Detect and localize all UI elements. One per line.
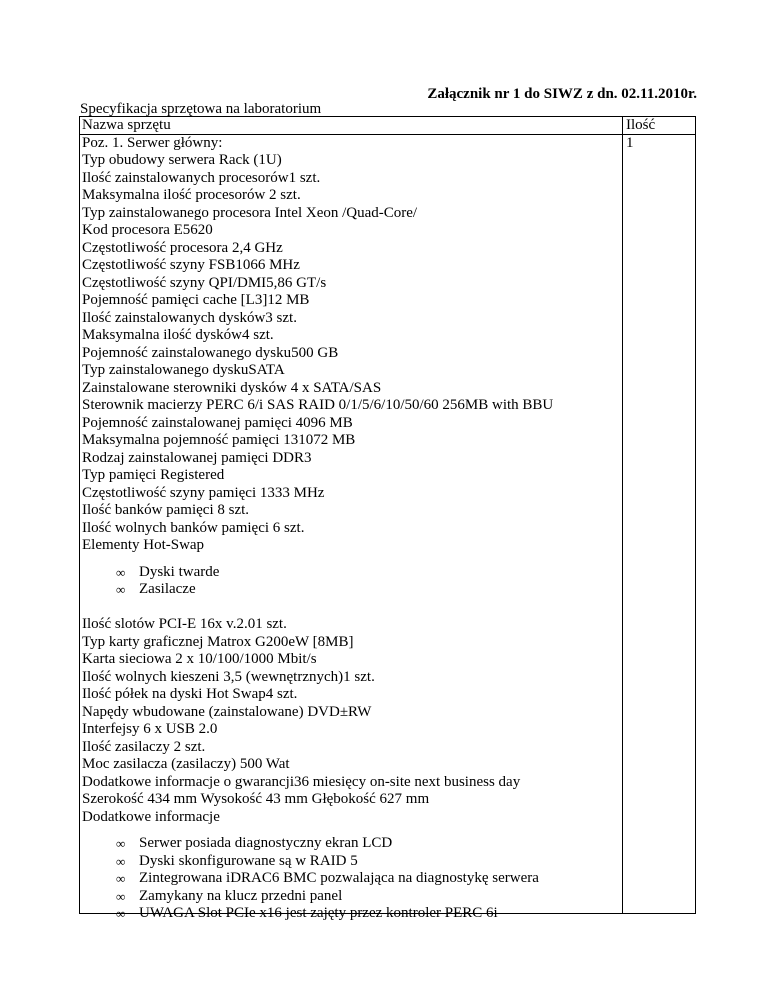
list-item [116,870,618,888]
list-item-text: Zintegrowana iDRAC6 BMC pozwalająca na diagnostykę serwera [139,870,539,886]
quantity-value: 1 [626,134,634,151]
spec-line: Karta sieciowa 2 x 10/100/1000 Mbit/s [82,651,317,667]
list-item [116,581,618,599]
list-item-text: UWAGA Slot PCIe x16 jest zajęty przez kontroler PERC 6i [139,905,498,921]
spec-line: Poz. 1. Serwer główny: [82,134,223,151]
list-item [116,563,618,582]
spec-line: Ilość banków pamięci 8 szt. [82,502,250,518]
bullet-icon: ∞ [116,836,126,851]
spec-line: Typ zainstalowanego procesora Intel Xeon /Quad-Core/ [82,204,418,221]
spec-line: Ilość zasilaczy 2 szt. [82,738,206,755]
spec-line: Pojemność zainstalowanej pamięci 4096 MB [82,414,353,431]
spec-line: Szerokość 434 mm Wysokość 43 mm Głębokość 627 mm [82,791,430,807]
spec-line: Ilość wolnych kieszeni 3,5 (wewnętrznych)1 szt. [82,668,375,685]
spec-line: Typ pamięci Registered [82,467,225,483]
spec-line: Moc zasilacza (zasilaczy) 500 Wat [82,756,290,772]
bullet-icon: ∞ [116,853,126,869]
spec-line: Ilość zainstalowanych procesorów1 szt. [82,169,321,186]
spec-line: Kod procesora E5620 [82,222,213,238]
spec-line: Typ obudowy serwera Rack (1U) [82,152,282,168]
spec-line: Typ zainstalowanego dyskuSATA [82,362,285,378]
spec-line: Ilość wolnych banków pamięci 6 szt. [82,519,305,536]
spec-line: Maksymalna pojemność pamięci 131072 MB [82,432,356,448]
list-item [116,887,618,906]
spec-line: Ilość slotów PCI-E 16x v.2.01 szt. [82,616,287,632]
spec-line: Maksymalna ilość dysków4 szt. [82,327,274,343]
bullet-icon: ∞ [116,871,126,886]
col-name-header: Nazwa sprzętu [82,117,171,133]
spec-line: Ilość półek na dyski Hot Swap4 szt. [82,686,298,702]
list-item-text: Serwer posiada diagnostyczny ekran LCD [139,835,393,851]
list-item-text: Zasilacze [139,581,196,597]
spec-line: Maksymalna ilość procesorów 2 szt. [82,187,301,203]
list-item [116,905,618,923]
spec-line: Rodzaj zainstalowanej pamięci DDR3 [82,449,312,466]
spec-line: Pojemność pamięci cache [L3]12 MB [82,292,310,308]
spec-line: Elementy Hot-Swap [82,537,205,553]
spec-line: Sterownik macierzy PERC 6/i SAS RAID 0/1/5/6/10/50/60 256MB with BBU [82,397,554,413]
spec-line: Częstotliwość procesora 2,4 GHz [82,239,283,256]
spec-title: Specyfikacja sprzętowa na laboratorium [80,101,322,117]
name-column [82,117,618,923]
spec-line: Pojemność zainstalowanego dysku500 GB [82,344,339,361]
bullet-icon: ∞ [116,888,126,904]
attachment-header: Załącznik nr 1 do SIWZ z dn. 02.11.2010r. [427,86,697,102]
spec-table [79,116,696,921]
list-item [116,852,618,871]
column-divider [622,117,623,913]
list-item-text: Zamykany na klucz przedni panel [139,887,343,904]
bullet-icon: ∞ [116,906,126,921]
spec-line: Typ karty graficznej Matrox G200eW [8MB] [82,633,354,650]
bullet-icon: ∞ [116,582,126,597]
spec-line: Częstotliwość szyny pamięci 1333 MHz [82,484,325,501]
list-item-text: Dyski skonfigurowane są w RAID 5 [139,852,358,869]
spec-line: Ilość zainstalowanych dysków3 szt. [82,309,297,326]
spec-line: Częstotliwość szyny FSB1066 MHz [82,257,300,273]
spec-line: Częstotliwość szyny QPI/DMI5,86 GT/s [82,274,327,291]
col-qty-header: Ilość [626,117,656,133]
spec-lines-a [82,135,618,555]
spec-lines-b [82,616,618,826]
spec-line: Dodatkowe informacje [82,808,220,825]
list-item [116,835,618,853]
qty-column [626,117,692,152]
spec-line: Napędy wbudowane (zainstalowane) DVD±RW [82,703,372,720]
list-item-text: Dyski twarde [139,563,220,580]
additional-info-list [82,835,618,923]
bullet-icon: ∞ [116,564,126,580]
spec-line: Interfejsy 6 x USB 2.0 [82,721,218,737]
spec-line: Dodatkowe informacje o gwarancji36 miesięcy on-site next business day [82,773,521,790]
spec-line: Zainstalowane sterowniki dysków 4 x SATA/SAS [82,379,382,396]
hot-swap-list [82,564,618,599]
